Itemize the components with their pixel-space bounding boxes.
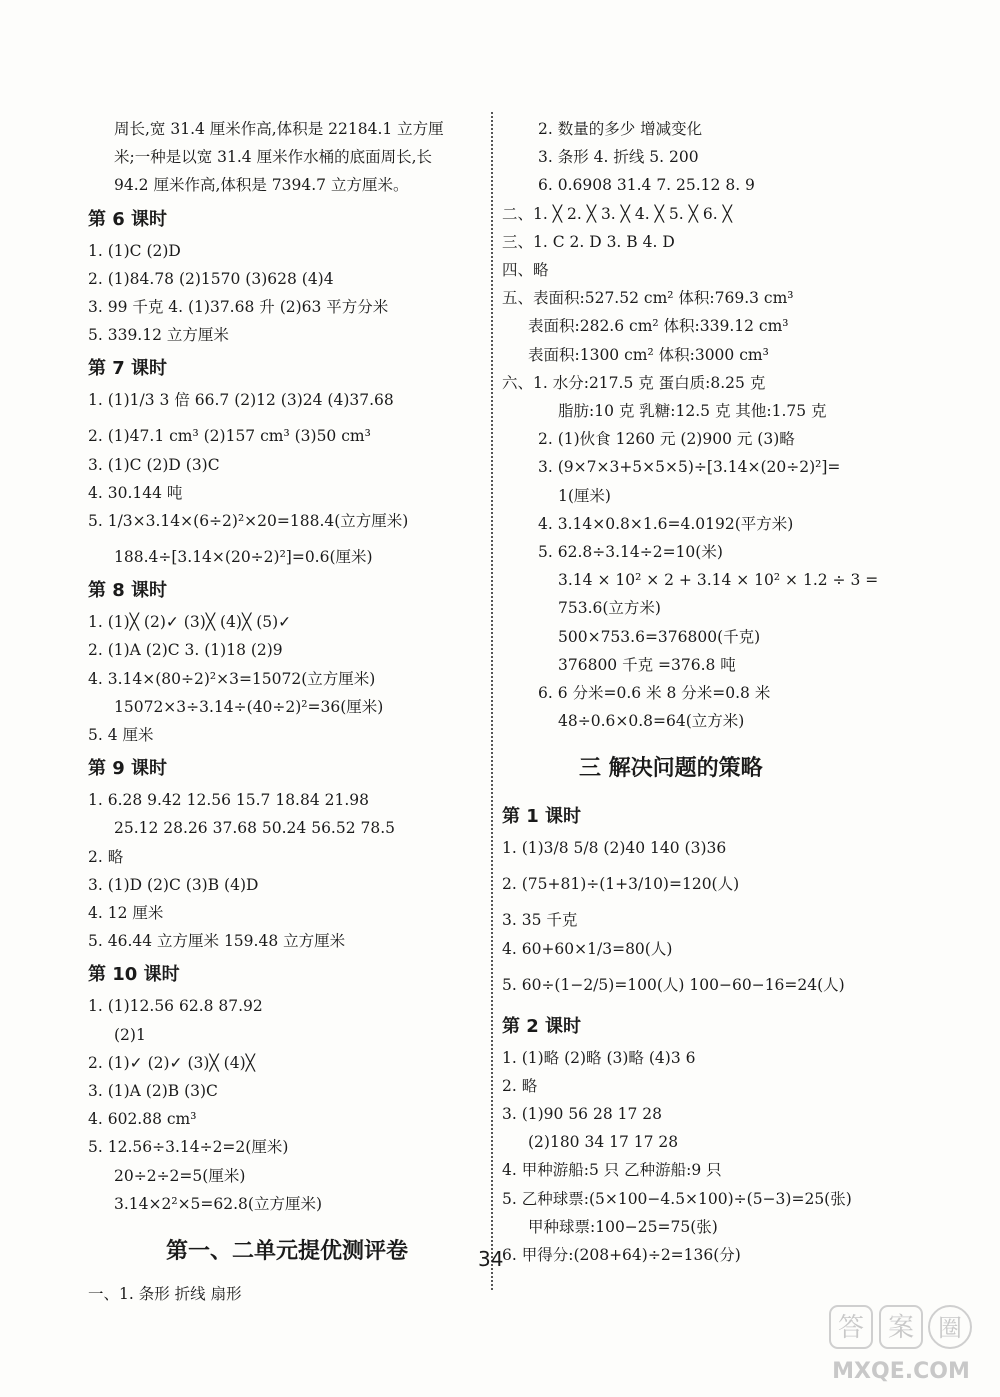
answer-line: (2)180 34 17 17 28 — [528, 1133, 679, 1152]
answer-line: 2. 略 — [88, 847, 124, 866]
answer-line: 1(厘米) — [558, 486, 611, 505]
answer-line: 二、1. ╳ 2. ╳ 3. ╳ 4. ╳ 5. ╳ 6. ╳ — [502, 204, 732, 223]
section-heading: 第 9 课时 — [88, 758, 168, 780]
answer-line: 3. (1)A (2)B (3)C — [88, 1082, 218, 1100]
answer-line: 376800 千克 =376.8 吨 — [558, 655, 736, 674]
watermark-url: MXQE.COM — [832, 1359, 970, 1384]
answer-line: 周长,宽 31.4 厘米作高,体积是 22184.1 立方厘 — [114, 120, 444, 138]
answer-line: 2. 略 — [502, 1076, 538, 1095]
section-heading: 第 10 课时 — [88, 964, 180, 986]
answer-line: 500×753.6=376800(千克) — [558, 627, 761, 646]
answer-line: 1. (1)略 (2)略 (3)略 (4)3 6 — [502, 1048, 696, 1067]
answer-line: 4. 30.144 吨 — [88, 483, 183, 502]
answer-line: 4. 3.14×0.8×1.6=4.0192(平方米) — [538, 514, 794, 533]
answer-line: 4. 60+60×1/3=80(人) — [502, 939, 673, 958]
answer-line: 六、1. 水分:217.5 克 蛋白质:8.25 克 — [502, 373, 766, 392]
answer-line: 5. 62.8÷3.14÷2=10(米) — [538, 543, 723, 561]
answer-line: 米;一种是以宽 31.4 厘米作水桶的底面周长,长 — [114, 148, 433, 167]
answer-line: 20÷2÷2=5(厘米) — [114, 1166, 246, 1185]
answer-line: 3. 条形 4. 折线 5. 200 — [538, 148, 699, 167]
page-number: 34 — [478, 1247, 504, 1271]
answer-line: 5. 12.56÷3.14÷2=2(厘米) — [88, 1138, 289, 1157]
answer-line: 3. (1)90 56 28 17 28 — [502, 1105, 662, 1123]
answer-line: 3. 35 千克 — [502, 911, 578, 930]
watermark-logo — [826, 1302, 976, 1386]
answer-line: 1. 6.28 9.42 12.56 15.7 18.84 21.98 — [88, 791, 370, 810]
answer-line: 2. (1)84.78 (2)1570 (3)628 (4)4 — [88, 269, 334, 288]
answer-line: 753.6(立方米) — [558, 599, 661, 618]
column-divider — [491, 112, 493, 1290]
watermark-char-1: 答 — [837, 1313, 865, 1343]
answer-line: (2)1 — [114, 1025, 146, 1044]
answer-line: 48÷0.6×0.8=64(立方米) — [558, 712, 745, 731]
answer-line: 6. 6 分米=0.6 米 8 分米=0.8 米 — [538, 684, 771, 702]
answer-line: 3. (1)C (2)D (3)C — [88, 455, 220, 474]
answer-line: 3.14×2²×5=62.8(立方厘米) — [114, 1194, 323, 1213]
answer-line: 5. 60÷(1−2/5)=100(人) 100−60−16=24(人) — [502, 975, 845, 994]
answer-line: 1. (1)12.56 62.8 87.92 — [88, 997, 263, 1016]
answer-line: 表面积:1300 cm² 体积:3000 cm³ — [528, 345, 769, 364]
answer-line: 5. 1/3×3.14×(6÷2)²×20=188.4(立方厘米) — [88, 512, 409, 530]
answer-line: 五、表面积:527.52 cm² 体积:769.3 cm³ — [502, 289, 794, 308]
answer-line: 6. 甲得分:(208+64)÷2=136(分) — [502, 1246, 741, 1264]
answer-line: 5. 46.44 立方厘米 159.48 立方厘米 — [88, 932, 346, 951]
answer-line: 4. 3.14×(80÷2)²×3=15072(立方厘米) — [88, 669, 376, 688]
answer-line: 5. 339.12 立方厘米 — [88, 326, 229, 345]
answer-line: 2. (1)47.1 cm³ (2)157 cm³ (3)50 cm³ — [88, 427, 371, 446]
answer-line: 5. 乙种球票:(5×100−4.5×100)÷(5−3)=25(张) — [502, 1189, 852, 1208]
section-heading: 第 1 课时 — [502, 806, 582, 828]
answer-line: 4. 12 厘米 — [88, 904, 164, 922]
answer-line: 2. 数量的多少 增减变化 — [538, 120, 703, 138]
answer-line: 四、略 — [502, 261, 549, 279]
answer-line: 脂肪:10 克 乳糖:12.5 克 其他:1.75 克 — [558, 402, 827, 420]
answer-line: 3. (1)D (2)C (3)B (4)D — [88, 875, 259, 894]
unit-title: 第一、二单元提优测评卷 — [166, 1239, 409, 1264]
answer-line: 3.14 × 10² × 2 + 3.14 × 10² × 1.2 ÷ 3 = — [558, 571, 879, 590]
unit-title: 三 解决问题的策略 — [579, 756, 763, 782]
answer-line: 1. (1)C (2)D — [88, 241, 181, 260]
section-heading: 第 2 课时 — [502, 1015, 582, 1037]
answer-line: 3. (9×7×3+5×5×5)÷[3.14×(20÷2)²]= — [538, 458, 841, 477]
answer-line: 一、1. 条形 折线 扇形 — [88, 1285, 242, 1303]
answer-line: 4. 602.88 cm³ — [88, 1110, 197, 1129]
answer-line: 15072×3÷3.14÷(40÷2)²=36(厘米) — [114, 697, 384, 716]
answer-line: 94.2 厘米作高,体积是 7394.7 立方厘米。 — [114, 176, 409, 195]
answer-line: 2. (1)伙食 1260 元 (2)900 元 (3)略 — [538, 430, 795, 449]
answer-line: 2. (1)A (2)C 3. (1)18 (2)9 — [88, 641, 283, 660]
answer-line: 5. 4 厘米 — [88, 726, 154, 744]
answer-line: 表面积:282.6 cm² 体积:339.12 cm³ — [528, 317, 789, 336]
watermark-char-2: 案 — [887, 1313, 915, 1343]
section-heading: 第 6 课时 — [88, 208, 168, 230]
answer-line: 三、1. C 2. D 3. B 4. D — [502, 232, 675, 251]
answer-line: 1. (1)3/8 5/8 (2)40 140 (3)36 — [502, 839, 727, 858]
answer-line: 甲种球票:100−25=75(张) — [528, 1217, 718, 1236]
answer-line: 1. (1)1/3 3 倍 66.7 (2)12 (3)24 (4)37.68 — [88, 391, 394, 410]
answer-line: 2. (75+81)÷(1+3/10)=120(人) — [502, 875, 740, 894]
answer-line: 2. (1)✓ (2)✓ (3)╳ (4)╳ — [88, 1053, 255, 1072]
watermark-char-3: 圈 — [938, 1314, 962, 1342]
answer-line: 1. (1)╳ (2)✓ (3)╳ (4)╳ (5)✓ — [88, 613, 292, 632]
answer-line: 188.4÷[3.14×(20÷2)²]=0.6(厘米) — [114, 548, 373, 566]
answer-line: 3. 99 千克 4. (1)37.68 升 (2)63 平方分米 — [88, 298, 389, 316]
section-heading: 第 7 课时 — [88, 358, 168, 380]
answer-line: 6. 0.6908 31.4 7. 25.12 8. 9 — [538, 176, 755, 195]
section-heading: 第 8 课时 — [88, 580, 168, 602]
answer-line: 25.12 28.26 37.68 50.24 56.52 78.5 — [114, 819, 396, 838]
answer-line: 4. 甲种游船:5 只 乙种游船:9 只 — [502, 1161, 722, 1180]
